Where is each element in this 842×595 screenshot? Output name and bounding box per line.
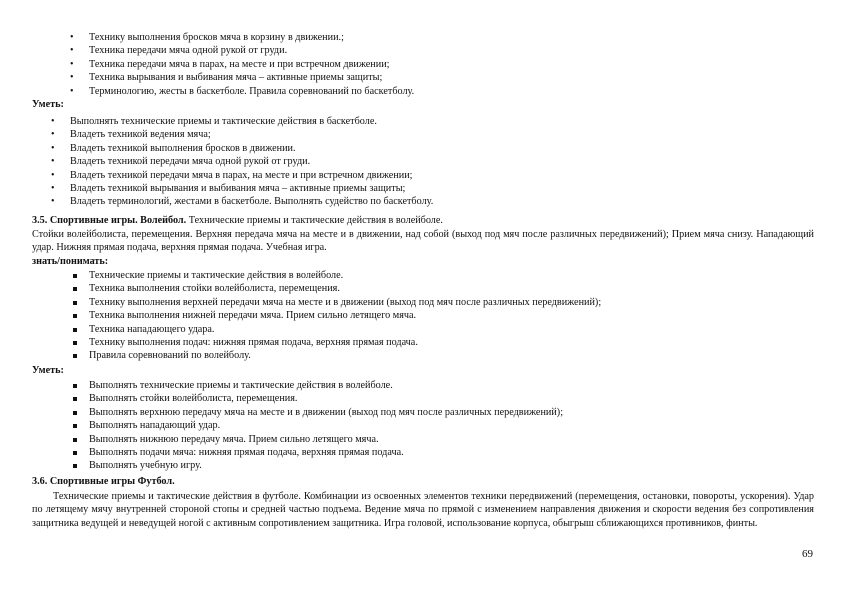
list-item: Технические приемы и тактические действия в волейболе. (89, 269, 601, 282)
list-item: • Владеть техникой передачи мяча одной рукой от груди. (70, 155, 433, 168)
section-intro: Технические приемы и тактические действия в волейболе. (186, 215, 443, 226)
volleyball-description: Стойки волейболиста, перемещения. Верхняя передача мяча на месте и в движении, над собой (выход под мяч после различных передвижений); Прием мяча снизу. Нападающий удар. Нижняя прямая подача, верхняя прямая подача. Учебная игра. (32, 229, 814, 254)
volleyball-section-title (32, 214, 443, 227)
list-item: • Терминологию, жесты в баскетболе. Правила соревнований по баскетболу. (89, 85, 414, 98)
list-item: • Техника вырывания и выбивания мяча – активные приемы защиты; (89, 71, 414, 84)
section-heading: 3.5. Спортивные игры. Волейбол. (32, 215, 187, 226)
list-item: • Владеть техникой вырывания и выбивания мяча – активные приемы защиты; (70, 182, 433, 195)
basketball-skills-heading: Уметь: (32, 99, 64, 110)
list-item: Выполнять подачи мяча: нижняя прямая подача, верхняя прямая подача. (89, 446, 563, 459)
list-item: • Техника передачи мяча в парах, на месте и при встречном движении; (89, 58, 414, 71)
list-item: Выполнять учебную игру. (89, 459, 563, 472)
volleyball-know-heading: знать/понимать: (32, 256, 109, 267)
list-item: • Технику выполнения бросков мяча в корзину в движении.; (89, 31, 414, 44)
list-item: • Выполнять технические приемы и тактические действия в баскетболе. (70, 115, 433, 128)
basketball-knowledge-list (89, 31, 414, 98)
page-number: 69 (802, 548, 813, 560)
list-item: • Техника передачи мяча одной рукой от груди. (89, 44, 414, 57)
list-item: • Владеть техникой передачи мяча в парах, на месте и при встречном движении; (70, 169, 433, 182)
list-item: Техника выполнения стойки волейболиста, перемещения. (89, 282, 601, 295)
football-section-title: 3.6. Спортивные игры Футбол. (32, 476, 175, 487)
list-item: Технику выполнения подач: нижняя прямая подача, верхняя прямая подача. (89, 336, 601, 349)
list-item: Техника нападающего удара. (89, 323, 601, 336)
list-item: Выполнять стойки волейболиста, перемещения. (89, 392, 563, 405)
list-item: Технику выполнения верхней передачи мяча на месте и в движении (выход под мяч после различных передвижений); (89, 296, 602, 308)
list-item: Техника выполнения нижней передачи мяча. Прием сильно летящего мяча. (89, 309, 601, 322)
volleyball-skills-list (89, 379, 563, 473)
volleyball-skills-heading: Уметь: (32, 365, 64, 376)
volleyball-know-list (89, 269, 601, 363)
list-item: Выполнять верхнюю передачу мяча на месте и в движении (выход под мяч после различных передвижений); (89, 406, 564, 418)
list-item: • Владеть техникой ведения мяча; (70, 128, 433, 141)
list-item: • Владеть техникой выполнения бросков в движении. (70, 142, 433, 155)
list-item: Правила соревнований по волейболу. (89, 349, 601, 362)
list-item: Выполнять технические приемы и тактические действия в волейболе. (89, 379, 563, 392)
list-item: Выполнять нападающий удар. (89, 419, 563, 432)
basketball-skills-list (70, 115, 433, 209)
list-item: • Владеть терминологий, жестами в баскетболе. Выполнять судейство по баскетболу. (70, 195, 433, 208)
football-paragraph: Технические приемы и тактические действия в футболе. Комбинации из освоенных элементов техники передвижений (перемещения, остановки, повороты, ускорения). Удар по летящему мячу внутренней стороной стопы и средней частью подъема. Ведение мяча по прямой с изменением направления движения и скорости ведения без сопротивления защитника ведущей и неведущей ногой с активным сопротивлением защитника. Игра головой, использование корпуса, обыгрыш сближающихся противников, финты. (32, 491, 814, 529)
list-item: Выполнять нижнюю передачу мяча. Прием сильно летящего мяча. (89, 433, 563, 446)
